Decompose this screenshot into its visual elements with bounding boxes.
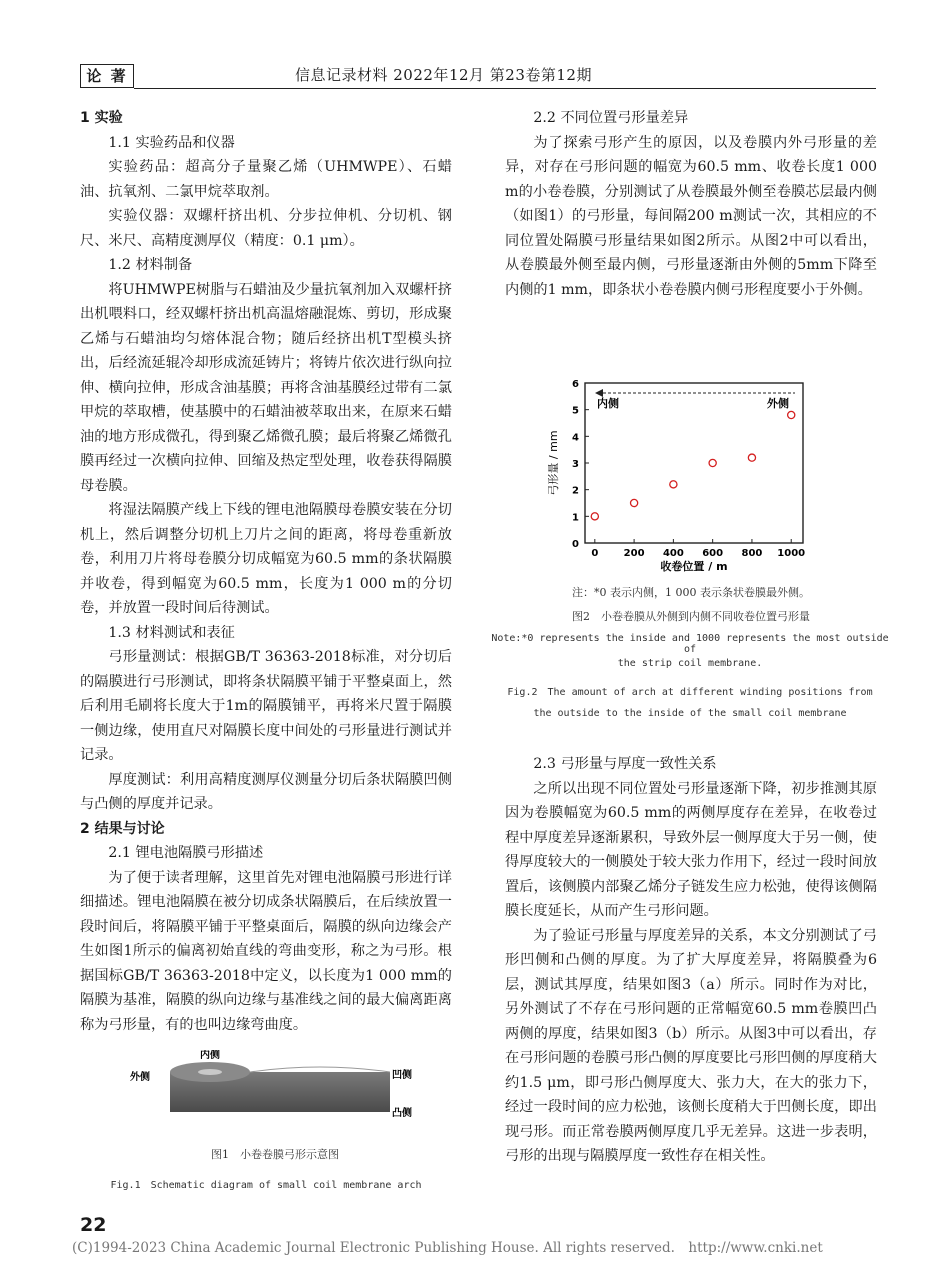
label-inner: 内侧 — [200, 1050, 220, 1061]
paragraph: 为了便于读者理解，这里首先对锂电池隔膜弓形进行详细描述。锂电池隔膜在被分切成条状隔膜后，在后续放置一段时间后，将隔膜平铺于平整桌面后，隔膜的纵向边缘会产生如图1所示的偏离初始直线的弯曲变形，称之为弓形。根据国标GB/T 36363-2018中定义，以长度为1 000 mm的隔膜为基准，隔膜的纵向边缘与基准线之间的最大偏离距离称为弓形量，有的也叫边缘弯曲度。 — [80, 869, 452, 1033]
data-point — [748, 454, 755, 461]
arch-curve — [250, 1067, 390, 1072]
paragraph: 之所以出现不同位置处弓形量逐渐下降，初步推测其原因为卷膜幅宽为60.5 mm的两侧厚度存在差异，在收卷过程中厚度差异逐渐累积，导致外层一侧厚度大于另一侧，使得厚度较大的一侧膜处于较大张力作用下，经过一段时间放置后，该侧膜内部聚乙烯分子链发生应力松弛，使得该侧隔膜长度延长，从而产生弓形问题。 — [505, 780, 877, 919]
left-column — [80, 106, 452, 1037]
figure-2-note-en-1: Note:*0 represents the inside and 1000 represents the most outside of — [491, 633, 889, 655]
data-point — [591, 513, 598, 520]
y-tick-label: 2 — [572, 485, 579, 497]
x-tick-label: 600 — [702, 548, 724, 559]
paragraph: 将UHMWPE树脂与石蜡油及少量抗氧剂加入双螺杆挤出机喂料口，经双螺杆挤出机高温熔融混炼、剪切，形成聚乙烯与石蜡油均匀熔体混合物；随后经挤出机T型模头挤出，后经流延辊冷却形成流延铸片；将铸片依次进行纵向拉伸、横向拉伸，形成含油基膜；再将含油基膜经过带有二氯甲烷的萃取槽，使基膜中的石蜡油被萃取出来，在原来石蜡油的地方形成微孔，得到聚乙烯微孔膜；最后将聚乙烯微孔膜再经过一次横向拉伸、回缩及热定型处理，收卷获得隔膜母卷膜。 — [80, 281, 452, 494]
x-tick-label: 0 — [591, 548, 599, 559]
y-tick-label: 0 — [572, 539, 579, 550]
annotation-outer: 外侧 — [767, 397, 789, 410]
x-tick-label: 1000 — [777, 548, 806, 559]
header-rule — [134, 88, 876, 89]
right-column-lower — [505, 752, 877, 1169]
y-tick-label: 6 — [572, 379, 579, 390]
y-tick-label: 1 — [572, 512, 579, 524]
copyright-notice: (C)1994-2023 China Academic Journal Electronic Publishing House. All rights reserved. http://www.cnki.net — [72, 1240, 823, 1256]
figure-1 — [130, 1050, 420, 1170]
figure-2-caption-cn: 图2 小卷卷膜从外侧到内侧不同收卷位置弓形量 — [572, 610, 810, 623]
label-concave: 凹侧 — [392, 1070, 412, 1081]
figure-2-chart — [545, 375, 815, 580]
x-tick-label: 400 — [662, 548, 684, 559]
paragraph: 为了探索弓形产生的原因，以及卷膜内外弓形量的差异，对存在弓形问题的幅宽为60.5 mm、收卷长度1 000 m的小卷卷膜，分别测试了从卷膜最外侧至卷膜芯层最内侧（如图1）的弓形量，每间隔200 m测试一次，其相应的不同位置处隔膜弓形量结果如图2所示。从图2中可以看出，从卷膜最外侧至最内侧，弓形量逐渐由外侧的5mm下降至内侧的1 mm，即条状小卷卷膜内侧弓形程度要小于外侧。 — [505, 134, 877, 298]
data-point — [630, 499, 637, 506]
section-1-3-title: 1.3 材料测试和表征 — [108, 624, 235, 641]
coil-illustration — [130, 1050, 420, 1130]
paragraph: 实验药品：超高分子量聚乙烯（UHMWPE）、石蜡油、抗氧剂、二氯甲烷萃取剂。 — [80, 159, 452, 200]
page-number: 22 — [80, 1214, 107, 1236]
y-tick-label: 5 — [572, 405, 579, 417]
data-point — [670, 481, 677, 488]
section-1-1-title: 1.1 实验药品和仪器 — [108, 134, 235, 151]
section-2-title: 2 结果与讨论 — [80, 820, 165, 837]
coil-core — [198, 1069, 222, 1075]
y-tick-label: 4 — [572, 432, 579, 444]
paragraph: 厚度测试：利用高精度测厚仪测量分切后条状隔膜凹侧与凸侧的厚度并记录。 — [80, 771, 452, 812]
section-2-3-title: 2.3 弓形量与厚度一致性关系 — [533, 756, 717, 772]
paragraph: 实验仪器：双螺杆挤出机、分步拉伸机、分切机、钢尺、米尺、高精度测厚仪（精度：0.1 μm）。 — [80, 208, 452, 249]
y-tick-label: 3 — [572, 459, 579, 470]
label-outer: 外侧 — [130, 1072, 150, 1083]
section-1-title: 1 实验 — [80, 110, 123, 126]
page-header — [80, 64, 876, 94]
annotation-inner: 内侧 — [597, 397, 619, 410]
journal-title: 信息记录材料 2022年12月 第23卷第12期 — [295, 66, 592, 84]
x-tick-label: 800 — [741, 548, 763, 559]
data-point — [709, 459, 716, 466]
figure-1-caption-cn: 图1 小卷卷膜弓形示意图 — [211, 1148, 339, 1161]
paragraph: 为了验证弓形量与厚度差异的关系，本文分别测试了弓形凹侧和凸侧的厚度。为了扩大厚度差异，将隔膜叠为6层，测试其厚度，结果如图3（a）所示。同时作为对比，另外测试了不存在弓形问题的正常幅宽60.5 mm卷膜凹凸两侧的厚度，结果如图3（b）所示。从图3中可以看出，存在弓形问题的卷膜弓形凸侧的厚度要比弓形凹侧的厚度稍大约1.5 μm，即弓形凸侧厚度大、张力大，在大的张力下，经过一段时间的应力松弛，该侧长度稍大于凹侧长度，即出现弓形。而正常卷膜两侧厚度几乎无差异。这进一步表明，弓形的出现与隔膜厚度一致性存在相关性。 — [505, 927, 877, 1164]
x-axis-label: 收卷位置 / m — [660, 560, 728, 573]
data-point — [788, 411, 795, 418]
figure-1-caption-en: Fig.1 Schematic diagram of small coil membrane arch — [110, 1180, 422, 1191]
figure-2-caption-en-2: the outside to the inside of the small coil membrane — [533, 708, 847, 719]
x-tick-label: 200 — [623, 548, 645, 559]
paragraph: 弓形量测试：根据GB/T 36363-2018标准，对分切后的隔膜进行弓形测试，即将条状隔膜平铺于平整桌面上，然后利用毛刷将长度大于1m的隔膜铺平，再将米尺置于隔膜一侧边缘，使用直尺对隔膜长度中间处的弓形量进行测试并记录。 — [80, 649, 452, 763]
right-column — [505, 106, 877, 302]
y-axis-label: 弓形量 / mm — [547, 430, 560, 496]
section-2-1-title: 2.1 锂电池隔膜弓形描述 — [108, 845, 264, 861]
label-convex: 凸侧 — [392, 1108, 412, 1119]
figure-2-note-en-2: the strip coil membrane. — [617, 658, 763, 669]
arrow-head-icon — [595, 389, 603, 397]
section-1-2-title: 1.2 材料制备 — [108, 257, 193, 273]
paragraph: 将湿法隔膜产线上下线的锂电池隔膜母卷膜安装在分切机上，然后调整分切机上刀片之间的距离，将母卷重新放卷，利用刀片将母卷膜分切成幅宽为60.5 mm的条状隔膜并收卷，得到幅宽为60.5 mm，长度为1 000 m的分切卷，并放置一段时间后待测试。 — [80, 502, 452, 616]
figure-2-note-cn: 注：*0 表示内侧，1 000 表示条状卷膜最外侧。 — [572, 586, 810, 599]
section-2-2-title: 2.2 不同位置弓形量差异 — [533, 110, 689, 126]
figure-2-caption-en-1: Fig.2 The amount of arch at different winding positions from — [507, 687, 873, 698]
section-tag: 论 著 — [80, 64, 134, 88]
